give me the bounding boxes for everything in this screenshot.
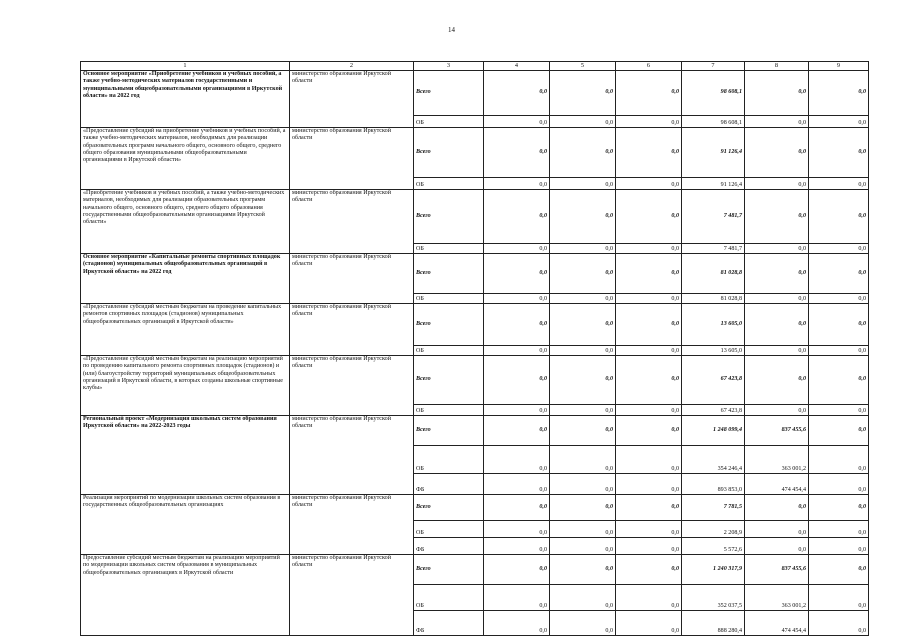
funding-source: Всего xyxy=(414,304,484,346)
amount-4: 0,0 xyxy=(484,521,550,538)
amount-6: 0,0 xyxy=(616,304,682,346)
amount-6: 0,0 xyxy=(616,495,682,521)
measure-name: «Предоставление субсидий на приобретение учебников и учебных пособий, а также учебно-методических материалов, необходимых для реализации образовательных программ начального общего, основного общего, среднего общего образования муниципальными общеобразовательными организациями в Иркутской области» xyxy=(81,128,290,190)
amount-9: 0,0 xyxy=(809,611,869,636)
amount-5: 0,0 xyxy=(550,474,616,495)
amount-6: 0,0 xyxy=(616,585,682,611)
measure-name: «Предоставление субсидий местным бюджетам на проведение капитальных ремонтов спортивных площадок (стадионов) муниципальных общеобразовательных организаций в Иркутской области» xyxy=(81,304,290,356)
page-number: 14 xyxy=(448,26,455,34)
amount-4: 0,0 xyxy=(484,71,550,116)
amount-8: 363 001,2 xyxy=(745,446,809,474)
amount-5: 0,0 xyxy=(550,446,616,474)
amount-4: 0,0 xyxy=(484,495,550,521)
amount-5: 0,0 xyxy=(550,356,616,405)
amount-9: 0,0 xyxy=(809,555,869,585)
executor: министерство образования Иркутской области xyxy=(290,254,414,304)
col-header-3: 3 xyxy=(414,62,484,71)
amount-8: 0,0 xyxy=(745,304,809,346)
amount-6: 0,0 xyxy=(616,244,682,254)
amount-8: 0,0 xyxy=(745,495,809,521)
amount-8: 0,0 xyxy=(745,190,809,244)
funding-source: ОБ xyxy=(414,585,484,611)
amount-6: 0,0 xyxy=(616,294,682,304)
amount-5: 0,0 xyxy=(550,585,616,611)
amount-7: 7 781,5 xyxy=(682,495,745,521)
amount-7: 1 240 317,9 xyxy=(682,555,745,585)
amount-7: 81 028,8 xyxy=(682,254,745,294)
amount-7: 893 853,0 xyxy=(682,474,745,495)
table-row xyxy=(81,254,869,294)
amount-9: 0,0 xyxy=(809,346,869,356)
funding-source: ОБ xyxy=(414,116,484,128)
amount-7: 91 126,4 xyxy=(682,178,745,190)
amount-8: 0,0 xyxy=(745,521,809,538)
amount-4: 0,0 xyxy=(484,304,550,346)
amount-5: 0,0 xyxy=(550,495,616,521)
amount-9: 0,0 xyxy=(809,254,869,294)
amount-9: 0,0 xyxy=(809,474,869,495)
amount-7: 81 028,8 xyxy=(682,294,745,304)
amount-8: 474 454,4 xyxy=(745,474,809,495)
amount-9: 0,0 xyxy=(809,116,869,128)
amount-7: 2 208,9 xyxy=(682,521,745,538)
executor: министерство образования Иркутской области xyxy=(290,495,414,555)
amount-8: 837 455,6 xyxy=(745,416,809,446)
amount-8: 0,0 xyxy=(745,538,809,555)
amount-9: 0,0 xyxy=(809,304,869,346)
funding-source: Всего xyxy=(414,555,484,585)
amount-7: 98 608,1 xyxy=(682,116,745,128)
executor: министерство образования Иркутской области xyxy=(290,416,414,495)
amount-9: 0,0 xyxy=(809,128,869,178)
amount-4: 0,0 xyxy=(484,405,550,416)
amount-7: 7 481,7 xyxy=(682,190,745,244)
col-header-4: 4 xyxy=(484,62,550,71)
amount-6: 0,0 xyxy=(616,611,682,636)
amount-6: 0,0 xyxy=(616,346,682,356)
amount-4: 0,0 xyxy=(484,244,550,254)
header-row xyxy=(81,62,869,71)
amount-4: 0,0 xyxy=(484,178,550,190)
amount-6: 0,0 xyxy=(616,474,682,495)
funding-source: ОБ xyxy=(414,294,484,304)
funding-source: Всего xyxy=(414,416,484,446)
amount-5: 0,0 xyxy=(550,294,616,304)
amount-5: 0,0 xyxy=(550,190,616,244)
funding-source: ОБ xyxy=(414,446,484,474)
amount-4: 0,0 xyxy=(484,356,550,405)
funding-source: Всего xyxy=(414,71,484,116)
measure-name: Основное мероприятие «Капитальные ремонты спортивных площадок (стадионов) муниципальных общеобразовательных организаций в Иркутской области» на 2022 год xyxy=(81,254,290,304)
executor: министерство образования Иркутской области xyxy=(290,71,414,128)
amount-8: 474 454,4 xyxy=(745,611,809,636)
amount-4: 0,0 xyxy=(484,128,550,178)
amount-4: 0,0 xyxy=(484,555,550,585)
funding-source: Всего xyxy=(414,128,484,178)
executor: министерство образования Иркутской области xyxy=(290,304,414,356)
amount-5: 0,0 xyxy=(550,521,616,538)
amount-8: 0,0 xyxy=(745,294,809,304)
funding-source: Всего xyxy=(414,190,484,244)
table-row xyxy=(81,71,869,116)
amount-8: 0,0 xyxy=(745,405,809,416)
amount-4: 0,0 xyxy=(484,585,550,611)
funding-source: ОБ xyxy=(414,178,484,190)
amount-7: 67 423,8 xyxy=(682,405,745,416)
amount-8: 0,0 xyxy=(745,178,809,190)
amount-8: 837 455,6 xyxy=(745,555,809,585)
amount-4: 0,0 xyxy=(484,611,550,636)
amount-5: 0,0 xyxy=(550,416,616,446)
amount-5: 0,0 xyxy=(550,611,616,636)
funding-source: ФБ xyxy=(414,474,484,495)
col-header-1: 1 xyxy=(81,62,290,71)
col-header-2: 2 xyxy=(290,62,414,71)
amount-6: 0,0 xyxy=(616,405,682,416)
executor: министерство образования Иркутской области xyxy=(290,356,414,416)
table-row xyxy=(81,416,869,446)
amount-8: 0,0 xyxy=(745,71,809,116)
amount-5: 0,0 xyxy=(550,116,616,128)
amount-4: 0,0 xyxy=(484,474,550,495)
executor: министерство образования Иркутской области xyxy=(290,128,414,190)
amount-7: 5 572,6 xyxy=(682,538,745,555)
amount-9: 0,0 xyxy=(809,190,869,244)
amount-8: 0,0 xyxy=(745,356,809,405)
table-row xyxy=(81,356,869,405)
amount-6: 0,0 xyxy=(616,71,682,116)
amount-9: 0,0 xyxy=(809,585,869,611)
col-header-7: 7 xyxy=(682,62,745,71)
funding-source: ОБ xyxy=(414,405,484,416)
amount-5: 0,0 xyxy=(550,346,616,356)
amount-4: 0,0 xyxy=(484,346,550,356)
funding-source: Всего xyxy=(414,356,484,405)
measure-name: Основное мероприятие «Приобретение учебников и учебных пособий, а также учебно-методических материалов государственными и муниципальными общеобразовательными организациями в Иркутской области» на 2022 год xyxy=(81,71,290,128)
amount-6: 0,0 xyxy=(616,128,682,178)
amount-9: 0,0 xyxy=(809,446,869,474)
amount-7: 91 126,4 xyxy=(682,128,745,178)
amount-7: 1 248 099,4 xyxy=(682,416,745,446)
col-header-5: 5 xyxy=(550,62,616,71)
executor: министерство образования Иркутской области xyxy=(290,555,414,636)
amount-6: 0,0 xyxy=(616,116,682,128)
budget-table xyxy=(80,61,869,636)
funding-source: ФБ xyxy=(414,611,484,636)
amount-4: 0,0 xyxy=(484,116,550,128)
amount-6: 0,0 xyxy=(616,416,682,446)
amount-4: 0,0 xyxy=(484,190,550,244)
amount-6: 0,0 xyxy=(616,446,682,474)
amount-9: 0,0 xyxy=(809,178,869,190)
amount-8: 0,0 xyxy=(745,128,809,178)
amount-7: 354 246,4 xyxy=(682,446,745,474)
measure-name: Региональный проект «Модернизация школьных систем образования Иркутской области» на 2022-2023 годы xyxy=(81,416,290,495)
table-row xyxy=(81,304,869,346)
measure-name: «Предоставление субсидий местным бюджетам на реализацию мероприятий по проведению капитального ремонта спортивных площадок (стадионов) и (или) благоустройству территорий муниципальных общеобразовательных организаций в Иркутской области, в которых созданы школьные спортивные клубы» xyxy=(81,356,290,416)
amount-7: 7 481,7 xyxy=(682,244,745,254)
amount-7: 352 037,5 xyxy=(682,585,745,611)
amount-8: 0,0 xyxy=(745,254,809,294)
table-row xyxy=(81,555,869,585)
amount-8: 0,0 xyxy=(745,244,809,254)
amount-5: 0,0 xyxy=(550,254,616,294)
amount-5: 0,0 xyxy=(550,178,616,190)
col-header-9: 9 xyxy=(809,62,869,71)
measure-name: Предоставление субсидий местным бюджетам на реализацию мероприятий по модернизации школьных систем образования в муниципальных общеобразовательных организациях в Иркутской области xyxy=(81,555,290,636)
amount-9: 0,0 xyxy=(809,244,869,254)
amount-9: 0,0 xyxy=(809,356,869,405)
executor: министерство образования Иркутской области xyxy=(290,190,414,254)
col-header-8: 8 xyxy=(745,62,809,71)
amount-5: 0,0 xyxy=(550,244,616,254)
table-row xyxy=(81,190,869,244)
amount-8: 363 001,2 xyxy=(745,585,809,611)
amount-6: 0,0 xyxy=(616,521,682,538)
amount-5: 0,0 xyxy=(550,128,616,178)
measure-name: Реализация мероприятий по модернизации школьных систем образования в государственных общеобразовательных организациях xyxy=(81,495,290,555)
amount-9: 0,0 xyxy=(809,416,869,446)
amount-5: 0,0 xyxy=(550,304,616,346)
amount-7: 888 280,4 xyxy=(682,611,745,636)
amount-9: 0,0 xyxy=(809,294,869,304)
amount-6: 0,0 xyxy=(616,254,682,294)
funding-source: ОБ xyxy=(414,244,484,254)
funding-source: ОБ xyxy=(414,346,484,356)
funding-source: ФБ xyxy=(414,538,484,555)
amount-6: 0,0 xyxy=(616,178,682,190)
amount-7: 67 423,8 xyxy=(682,356,745,405)
col-header-6: 6 xyxy=(616,62,682,71)
amount-5: 0,0 xyxy=(550,555,616,585)
funding-source: ОБ xyxy=(414,521,484,538)
amount-5: 0,0 xyxy=(550,538,616,555)
amount-9: 0,0 xyxy=(809,71,869,116)
amount-7: 13 605,0 xyxy=(682,346,745,356)
amount-4: 0,0 xyxy=(484,254,550,294)
amount-4: 0,0 xyxy=(484,446,550,474)
amount-5: 0,0 xyxy=(550,71,616,116)
amount-4: 0,0 xyxy=(484,416,550,446)
table-row xyxy=(81,495,869,521)
amount-6: 0,0 xyxy=(616,190,682,244)
amount-5: 0,0 xyxy=(550,405,616,416)
amount-4: 0,0 xyxy=(484,294,550,304)
amount-9: 0,0 xyxy=(809,521,869,538)
amount-7: 98 608,1 xyxy=(682,71,745,116)
amount-7: 13 605,0 xyxy=(682,304,745,346)
amount-9: 0,0 xyxy=(809,405,869,416)
funding-source: Всего xyxy=(414,495,484,521)
funding-source: Всего xyxy=(414,254,484,294)
amount-8: 0,0 xyxy=(745,346,809,356)
amount-4: 0,0 xyxy=(484,538,550,555)
amount-6: 0,0 xyxy=(616,555,682,585)
amount-8: 0,0 xyxy=(745,116,809,128)
amount-6: 0,0 xyxy=(616,538,682,555)
table-row xyxy=(81,128,869,178)
amount-9: 0,0 xyxy=(809,495,869,521)
amount-9: 0,0 xyxy=(809,538,869,555)
measure-name: «Приобретение учебников и учебных пособий, а также учебно-методических материалов, необходимых для реализации образовательных программ начального общего, основного общего, среднего общего образования государственными общеобразовательными организациями Иркутской области» xyxy=(81,190,290,254)
amount-6: 0,0 xyxy=(616,356,682,405)
